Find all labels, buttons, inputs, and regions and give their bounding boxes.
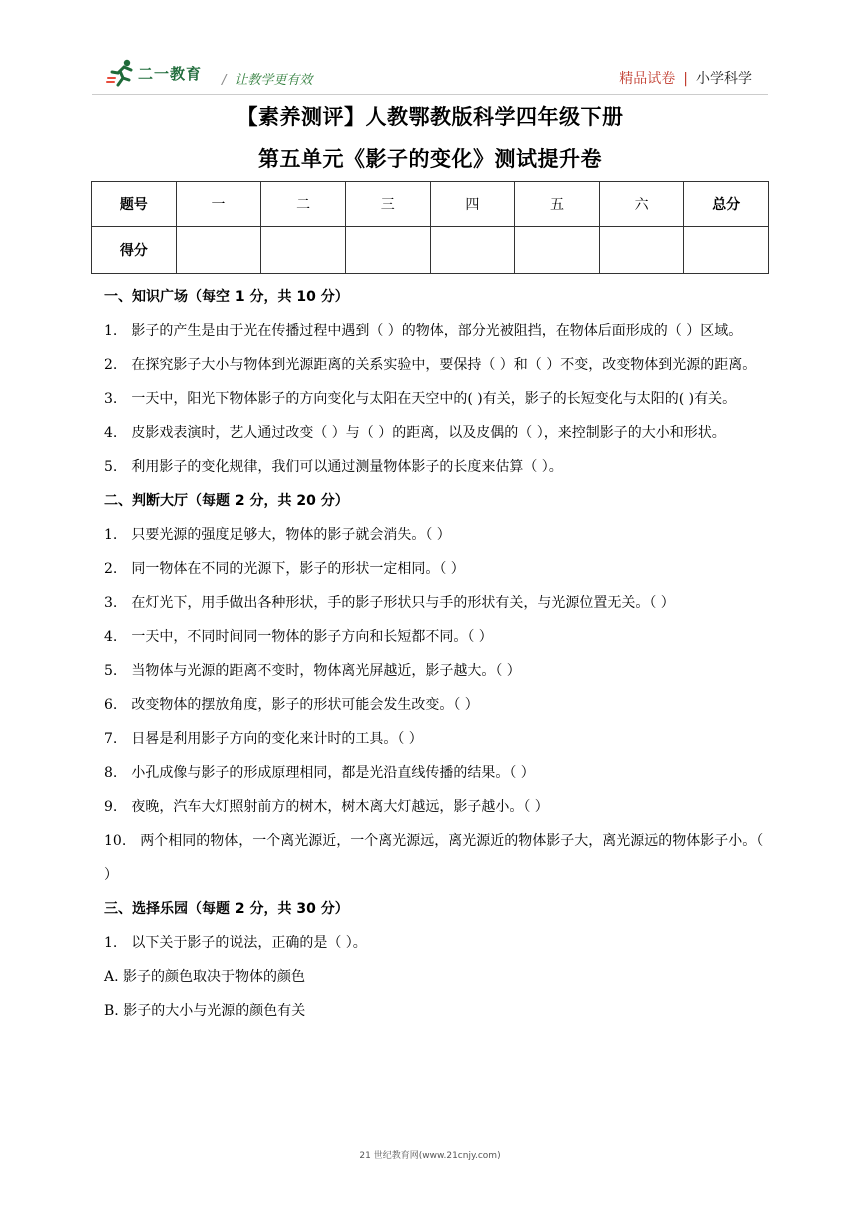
slogan-separator: / bbox=[222, 73, 227, 88]
question-item bbox=[104, 416, 764, 450]
question-number: 1. bbox=[104, 527, 118, 543]
question-number: 5. bbox=[104, 459, 118, 475]
page-title: 【素养测评】人教鄂教版科学四年级下册 bbox=[236, 105, 624, 129]
section-heading: 一、知识广场（每空 1 分，共 10 分） bbox=[104, 289, 349, 305]
tag-separator: | bbox=[683, 71, 688, 87]
question-number: 4. bbox=[104, 629, 118, 645]
exam-content bbox=[104, 280, 764, 1028]
question-text: 两个相同的物体，一个离光源近，一个离光源远，离光源近的物体影子大，离光源远的物体影子小。（ ） bbox=[104, 833, 764, 883]
question-number: 2. bbox=[104, 561, 118, 577]
score-row-label: 得分 bbox=[92, 227, 177, 274]
question-number: 7. bbox=[104, 731, 118, 747]
answer-option: B. 影子的大小与光源的颜色有关 bbox=[104, 1003, 306, 1019]
question-text: 夜晚，汽车大灯照射前方的树木，树木离大灯越远，影子越小。（ ） bbox=[131, 799, 549, 815]
question-item bbox=[104, 926, 764, 960]
question-text: 在灯光下，用手做出各种形状，手的影子形状只与手的形状有关，与光源位置无关。（ ） bbox=[131, 595, 675, 611]
question-text: 改变物体的摆放角度，影子的形状可能会发生改变。（ ） bbox=[131, 697, 479, 713]
section-heading: 二、判断大厅（每题 2 分，共 20 分） bbox=[104, 493, 349, 509]
question-text: 当物体与光源的距离不变时，物体离光屏越近，影子越大。（ ） bbox=[131, 663, 521, 679]
question-item bbox=[104, 688, 764, 722]
question-text: 小孔成像与影子的形成原理相同，都是光沿直线传播的结果。（ ） bbox=[131, 765, 535, 781]
question-text: 以下关于影子的说法，正确的是（ ）。 bbox=[131, 935, 367, 951]
question-item bbox=[104, 518, 764, 552]
score-header-cell: 五 bbox=[515, 182, 600, 227]
answer-option: A. 影子的颜色取决于物体的颜色 bbox=[104, 969, 306, 985]
question-number: 5. bbox=[104, 663, 118, 679]
section-heading: 三、选择乐园（每题 2 分，共 30 分） bbox=[104, 901, 349, 917]
question-text: 一天中，不同时间同一物体的影子方向和长短都不同。（ ） bbox=[131, 629, 493, 645]
header-divider bbox=[92, 94, 768, 95]
score-header-cell: 四 bbox=[430, 182, 515, 227]
score-cell[interactable] bbox=[261, 227, 346, 274]
question-number: 4. bbox=[104, 425, 118, 441]
question-text: 皮影戏表演时，艺人通过改变（ ）与（ ）的距离，以及皮偶的（ ），来控制影子的大小和形状。 bbox=[131, 425, 726, 441]
page-subtitle: 第五单元《影子的变化》测试提升卷 bbox=[258, 147, 602, 171]
question-item bbox=[104, 620, 764, 654]
question-text: 一天中，阳光下物体影子的方向变化与太阳在天空中的( )有关，影子的长短变化与太阳的( )有关。 bbox=[131, 391, 737, 407]
score-cell[interactable] bbox=[345, 227, 430, 274]
score-header-cell: 三 bbox=[345, 182, 430, 227]
score-table-score-row bbox=[92, 227, 769, 274]
page-footer: 21 世纪教育网(www.21cnjy.com) bbox=[359, 1151, 501, 1161]
score-cell[interactable] bbox=[430, 227, 515, 274]
question-item bbox=[104, 348, 764, 382]
score-cell[interactable] bbox=[684, 227, 769, 274]
question-number: 8. bbox=[104, 765, 118, 781]
score-cell[interactable] bbox=[515, 227, 600, 274]
tag-subject: 小学科学 bbox=[696, 71, 752, 87]
question-number: 9. bbox=[104, 799, 118, 815]
score-cell[interactable] bbox=[599, 227, 684, 274]
question-item bbox=[104, 790, 764, 824]
question-text: 影子的产生是由于光在传播过程中遇到（ ）的物体，部分光被阻挡，在物体后面形成的（ ）区域。 bbox=[131, 323, 743, 339]
score-cell[interactable] bbox=[176, 227, 261, 274]
question-item bbox=[104, 314, 764, 348]
question-text: 同一物体在不同的光源下，影子的形状一定相同。（ ） bbox=[131, 561, 465, 577]
runner-logo-icon bbox=[106, 58, 136, 88]
score-table-header-row bbox=[92, 182, 769, 227]
score-header-cell: 总分 bbox=[684, 182, 769, 227]
tag-premium: 精品试卷 bbox=[619, 71, 676, 87]
question-number: 10. bbox=[104, 833, 127, 849]
question-text: 在探究影子大小与物体到光源距离的关系实验中，要保持（ ）和（ ）不变，改变物体到光源的距离。 bbox=[131, 357, 757, 373]
question-item bbox=[104, 586, 764, 620]
question-item bbox=[104, 450, 764, 484]
question-text: 日晷是利用影子方向的变化来计时的工具。（ ） bbox=[131, 731, 423, 747]
question-number: 2. bbox=[104, 357, 118, 373]
question-text: 只要光源的强度足够大，物体的影子就会消失。（ ） bbox=[131, 527, 451, 543]
score-header-cell: 一 bbox=[176, 182, 261, 227]
question-item bbox=[104, 756, 764, 790]
score-table bbox=[91, 181, 769, 274]
question-number: 3. bbox=[104, 391, 118, 407]
question-text: 利用影子的变化规律，我们可以通过测量物体影子的长度来估算（ ）。 bbox=[131, 459, 563, 475]
question-number: 3. bbox=[104, 595, 118, 611]
question-item bbox=[104, 824, 764, 892]
slogan-text: 让教学更有效 bbox=[234, 73, 313, 88]
header-tags bbox=[619, 68, 752, 88]
question-number: 1. bbox=[104, 935, 118, 951]
logo-text: 二一教育 bbox=[138, 64, 203, 83]
question-number: 6. bbox=[104, 697, 118, 713]
page-header bbox=[0, 0, 860, 100]
slogan bbox=[222, 69, 312, 88]
logo bbox=[106, 56, 202, 90]
score-header-cell: 题号 bbox=[92, 182, 177, 227]
score-header-cell: 二 bbox=[261, 182, 346, 227]
question-item bbox=[104, 552, 764, 586]
question-item bbox=[104, 382, 764, 416]
score-header-cell: 六 bbox=[599, 182, 684, 227]
question-item bbox=[104, 654, 764, 688]
question-number: 1. bbox=[104, 323, 118, 339]
question-item bbox=[104, 722, 764, 756]
